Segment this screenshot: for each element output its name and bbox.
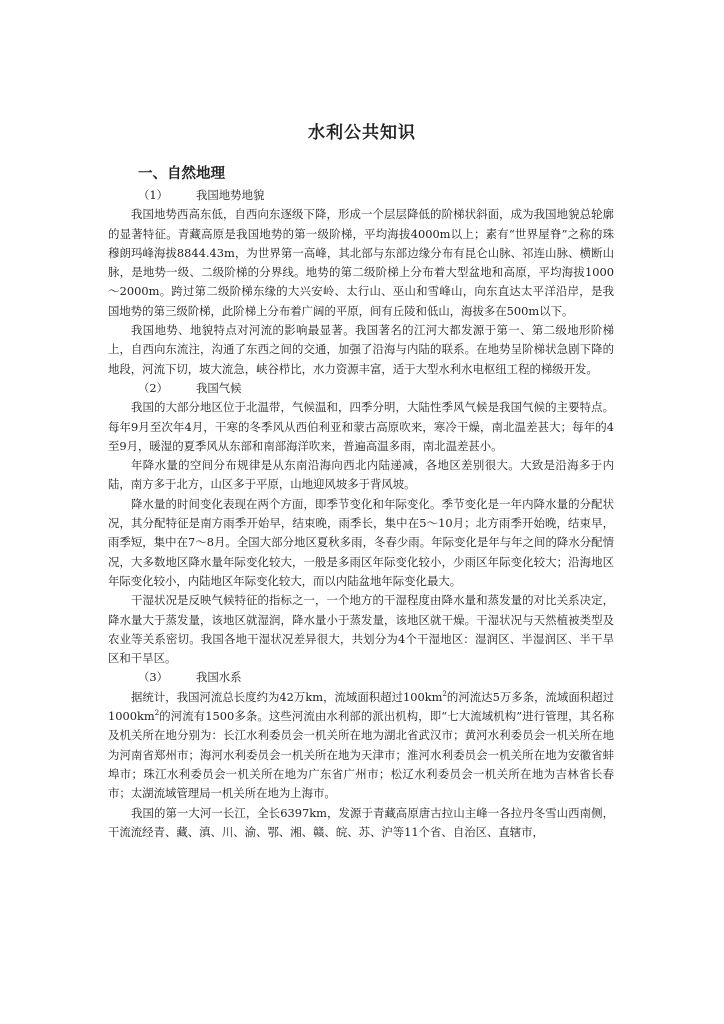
- paragraph-text: 的河流达5万多条，流域面积超过1000km: [108, 689, 614, 724]
- subsection-number: （3）: [138, 670, 169, 685]
- superscript: 2: [154, 709, 160, 718]
- subsection-number: （2）: [138, 380, 169, 395]
- paragraph: 我国地势、地貌特点对河流的影响最显著。我国著名的江河大都发源于第一、第二级地形阶梯上，自西向东流注，沟通了东西之间的交通，加强了沿海与内陆的联系。在地势呈阶梯状急剧下降的地段，河流下切，坡大流急，峡谷栉比，水力资源丰富，适于大型水利水电枢纽工程的梯级开发。: [108, 323, 614, 376]
- paragraph: [108, 688, 614, 804]
- paragraph-text: 的河流有1500多条。这些河流由水利部的派出机构，即“七大流域机构”进行管理，其名称及机关所在地分别为：长江水利委员会一机关所在地为湖北省武汉市；黄河水利委员会一机关所在地为河南省郑州市；海河水利委员会一机关所在地为天津市；淮河水利委员会一机关所在地为安徽省蚌埠市；珠江水利委员会一机关所在地为广东省广州市；松辽水利委员会一机关所在地为吉林省长春市；太湖流域管理局一机关所在地为上海市。: [108, 709, 614, 801]
- paragraph: 我国的大部分地区位于北温带，气候温和，四季分明，大陆性季风气候是我国气候的主要特点。每年9月至次年4月，干寒的冬季风从西伯利亚和蒙古高原吹来，寒冷干燥，南北温差甚大；每年的4至9月，暖湿的夏季风从东部和南部海洋吹来，普遍高温多雨，南北温差甚小。: [108, 400, 614, 453]
- document-body: [108, 186, 614, 842]
- paragraph: 年降水量的空间分布规律是从东南沿海向西北内陆递减，各地区差别很大。大致是沿海多于内陆，南方多于北方，山区多于平原，山地迎风坡多于背风坡。: [108, 458, 614, 492]
- paragraph: 干湿状况是反映气候特征的指标之一，一个地方的干湿程度由降水量和蒸发量的对比关系决定，降水量大于蒸发量，该地区就湿润，降水量小于蒸发量，该地区就干燥。干湿状况与天然植被类型及农业等关系密切。我国各地干湿状况差异很大，共划分为4个干湿地区：湿润区、半湿润区、半干旱区和干旱区。: [108, 593, 614, 666]
- paragraph: 我国地势西高东低，自西向东逐级下降，形成一个层层降低的阶梯状斜面，成为我国地貌总轮廓的显著特征。青藏高原是我国地势的第一级阶梯，平均海拔4000m以上；素有“世界屋脊”之称的珠穆朗玛峰海拔8844.43m，为世界第一高峰，其北部与东部边缘分布有昆仑山脉、祁连山脉、横断山脉，是地势一级、二级阶梯的分界线。地势的第二级阶梯上分布着大型盆地和高原，平均海拔1000～2000m。跨过第二级阶梯东缘的大兴安岭、太行山、巫山和雪峰山，向东直达太平洋沿岸，是我国地势的第三级阶梯，此阶梯上分布着广阔的平原，间有丘陵和低山，海拔多在500m以下。: [108, 207, 614, 318]
- paragraph: 我国的第一大河一长江，全长6397km，发源于青藏高原唐古拉山主峰一各拉丹冬雪山西南侧，干流流经青、藏、滇、川、渝、鄂、湘、赣、皖、苏、沪等11个省、自治区、直辖市，: [108, 805, 614, 839]
- subsection-title: 我国气候: [196, 380, 242, 395]
- section-heading: 一、自然地理: [138, 166, 225, 182]
- page-title: 水利公共知识: [308, 123, 416, 143]
- subsection-heading: [108, 379, 614, 398]
- subsection-heading: [108, 668, 614, 687]
- paragraph-text: 据统计，我国河流总长度约为42万km，流域面积超过100km: [131, 689, 443, 704]
- subsection-title: 我国地势地貌: [196, 188, 265, 202]
- superscript: 2: [442, 689, 447, 698]
- paragraph: 降水量的时间变化表现在两个方面，即季节变化和年际变化。季节变化是一年内降水量的分配状况，其分配特征是南方雨季开始早，结束晚，雨季长，集中在5～10月；北方雨季开始晚，结束早，雨季短，集中在7～8月。全国大部分地区夏秋多雨，冬春少雨。年际变化是年与年之间的降水分配情况，大多数地区降水量年际变化较大，一般是多雨区年际变化较小，少雨区年际变化较大；沿海地区年际变化较小，内陆地区年际变化较大，而以内陆盆地年际变化最大。: [108, 496, 614, 588]
- subsection-title: 我国水系: [196, 670, 242, 685]
- subsection-heading: [108, 186, 614, 205]
- subsection-number: （1）: [138, 188, 169, 202]
